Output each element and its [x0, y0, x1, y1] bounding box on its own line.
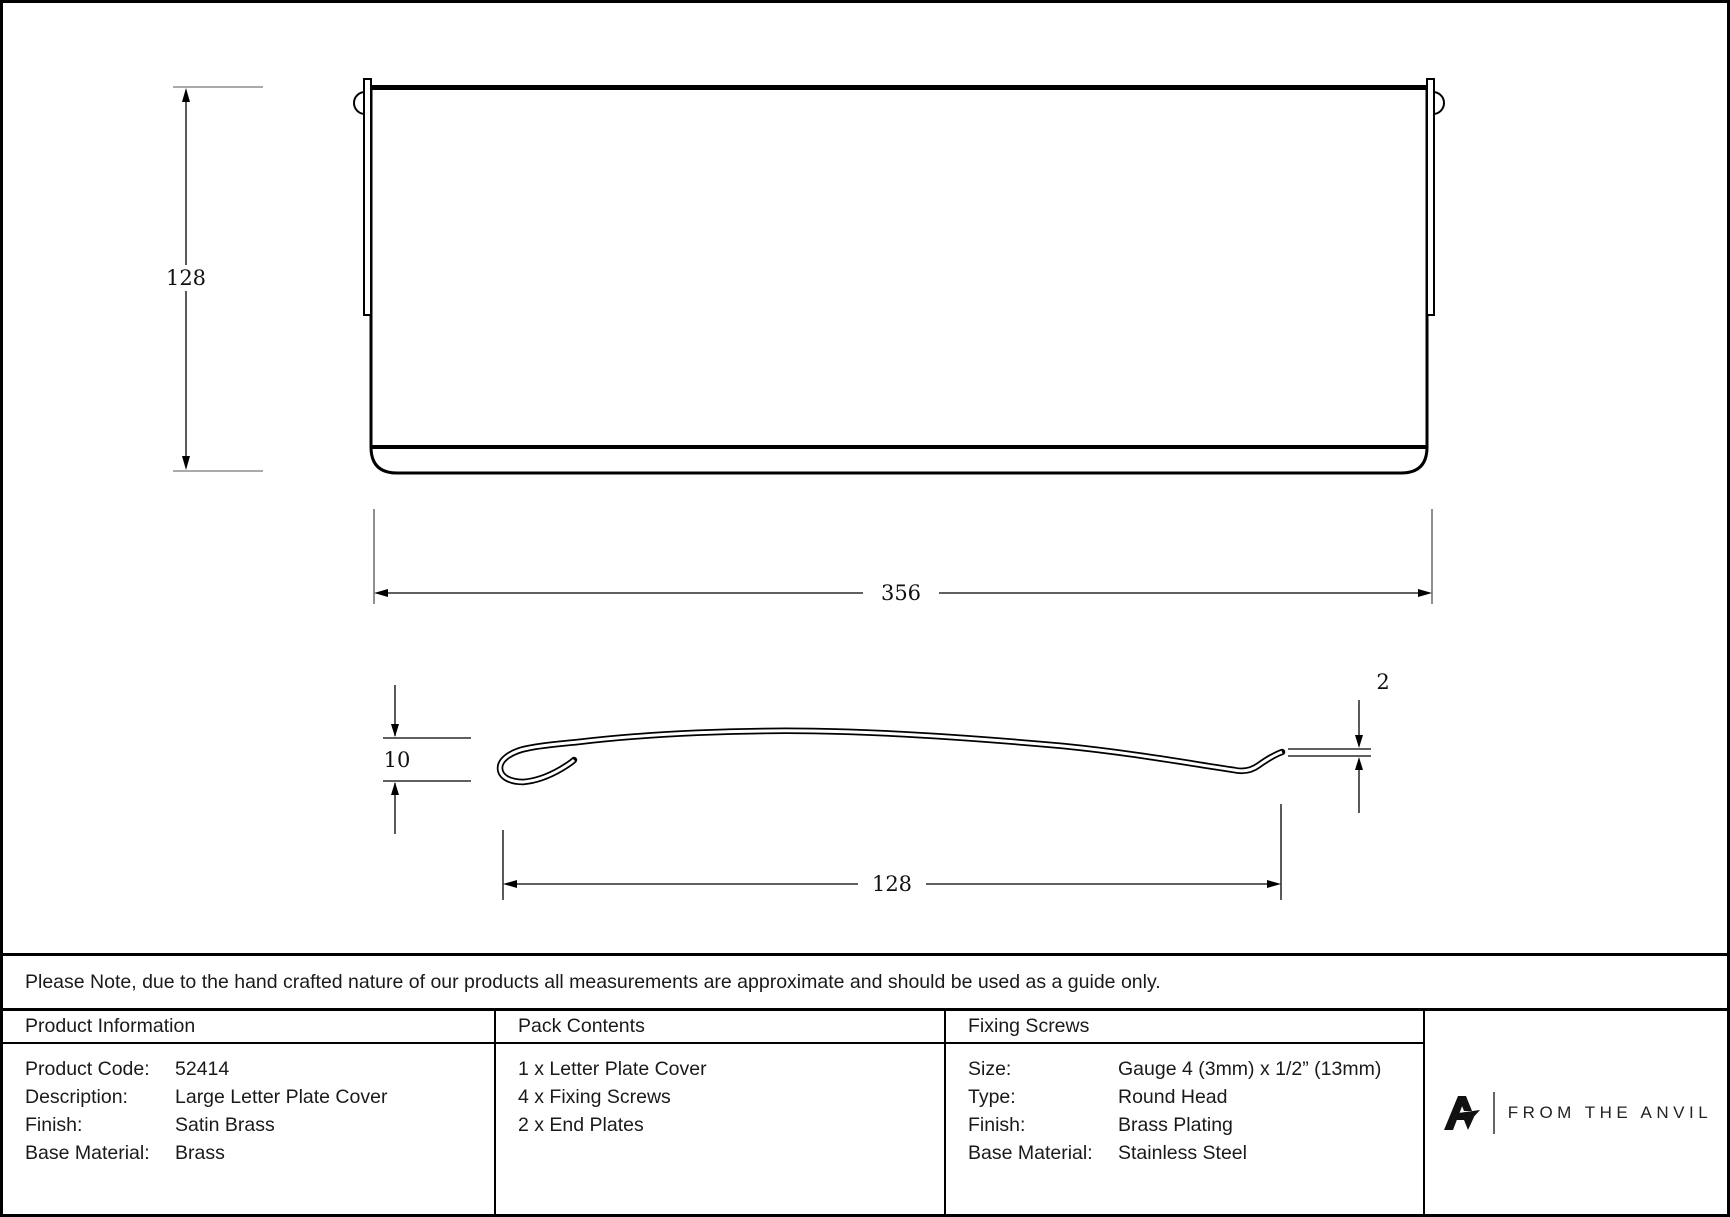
fixing-screws-column: [946, 1011, 1425, 1214]
profile-thickness-dimension-label: 2: [1376, 670, 1390, 694]
table-row: [968, 1055, 1423, 1083]
anvil-a-logo-icon: [1440, 1094, 1480, 1132]
technical-drawing: [3, 3, 1727, 953]
profile-curl-dimension-label: 10: [383, 748, 411, 772]
right-end-plate: [1427, 79, 1434, 315]
table-row: [968, 1139, 1423, 1167]
row-label: Base Material:: [25, 1142, 150, 1164]
list-item: 1 x Letter Plate Cover: [518, 1058, 707, 1080]
row-value: Gauge 4 (3mm) x 1/2” (13mm): [1118, 1058, 1382, 1080]
table-row: [25, 1083, 494, 1111]
table-row: [968, 1111, 1423, 1139]
row-label: Finish:: [968, 1114, 1026, 1136]
row-value: Brass Plating: [1118, 1114, 1233, 1136]
row-value: Round Head: [1118, 1086, 1228, 1108]
row-label: Base Material:: [968, 1142, 1093, 1164]
row-label: Type:: [968, 1086, 1016, 1108]
dimension-profile-thickness: [1288, 700, 1371, 813]
front-view-letter-plate: [354, 79, 1444, 473]
pack-contents-column: [496, 1011, 946, 1214]
from-the-anvil-logo: [1440, 1092, 1712, 1134]
logo-wordmark: FROM THE ANVIL: [1507, 1102, 1713, 1122]
table-row: [968, 1083, 1423, 1111]
left-end-plate: [364, 79, 371, 315]
row-label: Description:: [25, 1086, 128, 1108]
row-label: Product Code:: [25, 1058, 150, 1080]
brand-logo-cell: [1425, 1011, 1727, 1214]
plate-outline: [371, 87, 1427, 473]
profile-width-dimension-label: 128: [858, 871, 926, 897]
fixing-screws-header: Fixing Screws: [946, 1011, 1423, 1044]
row-label: Finish:: [25, 1114, 83, 1136]
pack-contents-header: Pack Contents: [496, 1011, 944, 1044]
measurement-notice-bar: [3, 953, 1727, 1011]
list-item: 4 x Fixing Screws: [518, 1086, 671, 1108]
product-information-header: Product Information: [3, 1011, 494, 1044]
spec-table: [3, 1011, 1727, 1214]
profile-view-letter-plate: [500, 731, 1282, 782]
front-width-dimension-label: 356: [863, 580, 939, 606]
table-row: [25, 1139, 494, 1167]
list-item: 2 x End Plates: [518, 1114, 644, 1136]
row-value: Large Letter Plate Cover: [175, 1086, 388, 1108]
row-value: Brass: [175, 1142, 225, 1164]
product-information-column: [3, 1011, 496, 1214]
row-label: Size:: [968, 1058, 1012, 1080]
row-value: Satin Brass: [175, 1114, 275, 1136]
row-value: Stainless Steel: [1118, 1142, 1247, 1164]
table-row: [25, 1055, 494, 1083]
front-height-dimension-label: 128: [159, 265, 213, 291]
logo-divider: [1493, 1092, 1495, 1134]
row-value: 52414: [175, 1058, 230, 1080]
measurement-notice-text: Please Note, due to the hand crafted nature of our products all measurements are approximate and should be used as a guide only.: [25, 970, 1161, 993]
table-row: [25, 1111, 494, 1139]
